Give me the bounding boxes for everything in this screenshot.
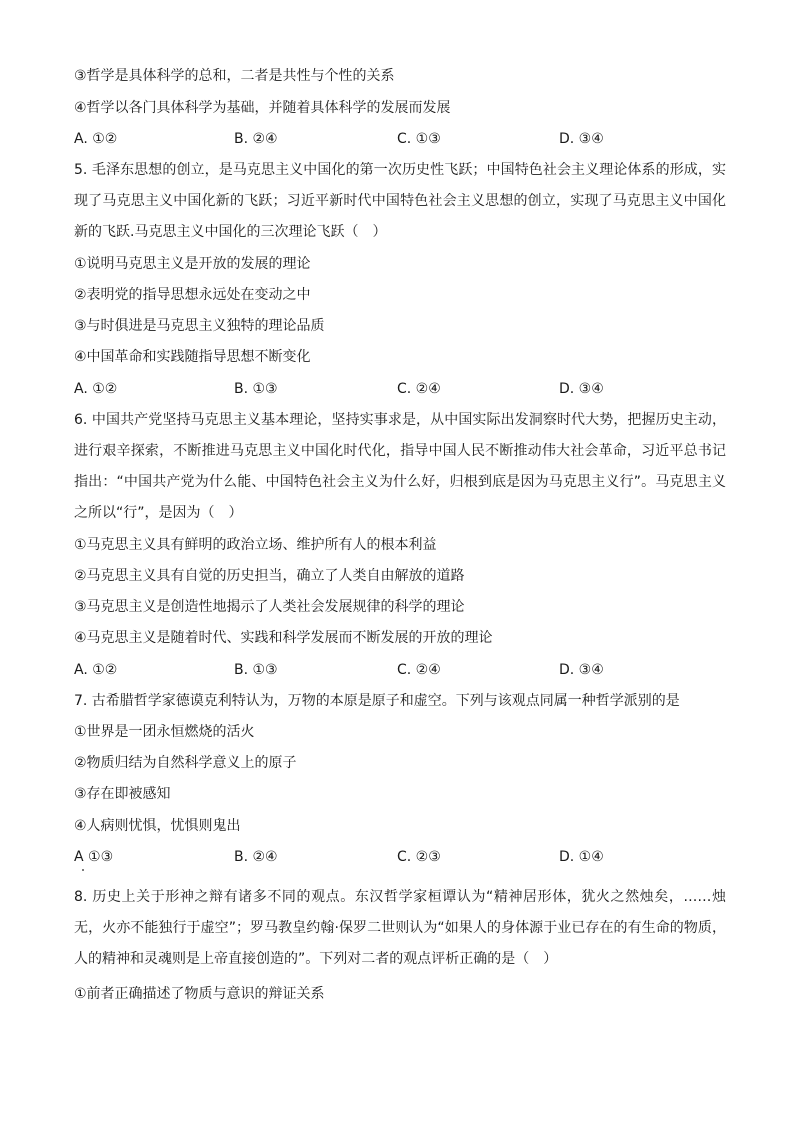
question-5-item-2: ②表明党的指导思想永远处在变动之中: [74, 287, 311, 303]
question-6-item-2: ②马克思主义具有自觉的历史担当，确立了人类自由解放的道路: [74, 568, 465, 584]
question-6-item-1: ①马克思主义具有鲜明的政治立场、维护所有人的根本利益: [74, 537, 437, 553]
question-6-stem: 6. 中国共产党坚持马克思主义基本理论，坚持实事求是，从中国实际出发洞察时代大势，把握历史主动，进行艰辛探索，不断推进马克思主义中国化时代化，指导中国人民不断推动伟大社会革命，习近平总书记指出：“中国共产党为什么能、中国特色社会主义为什么好，归根到底是因为马克思主义行”。马克思主义之所以“行”，是因为（ ）: [74, 412, 726, 521]
question-7-item-2: ②物质归结为自然科学意义上的原子: [74, 755, 297, 771]
answer-option-a[interactable]: A. ①②: [74, 131, 118, 147]
question-7-item-3: ③存在即被感知: [74, 786, 171, 802]
question-8-stem: 8. 历史上关于形神之辩有诸多不同的观点。东汉哲学家桓谭认为“精神居形体，犹火之然烛矣，……烛无，火亦不能独行于虚空”；罗马教皇约翰·保罗二世则认为“如果人的身体源于业已存在的有生命的物质，人的精神和灵魂则是上帝直接创造的”。下列对二者的观点评析正确的是（ ）: [74, 889, 726, 967]
answer-option-c[interactable]: C. ②④: [397, 381, 441, 397]
answer-option-c[interactable]: C. ①③: [397, 131, 441, 147]
option-item-4: ④哲学以各门具体科学为基础，并随着具体科学的发展而发展: [74, 100, 451, 116]
question-7-item-1: ①世界是一团永恒燃烧的活火: [74, 724, 255, 740]
answer-option-c[interactable]: C. ②④: [397, 662, 441, 678]
question-6-item-4: ④马克思主义是随着时代、实践和科学发展而不断发展的开放的理论: [74, 630, 493, 646]
stray-mark: [82, 869, 84, 871]
answer-option-a[interactable]: A. ①②: [74, 662, 118, 678]
answer-option-b[interactable]: B. ②④: [234, 849, 278, 865]
answer-option-d[interactable]: D. ③④: [559, 662, 604, 678]
question-6-item-3: ③马克思主义是创造性地揭示了人类社会发展规律的科学的理论: [74, 599, 465, 615]
option-item-3: ③哲学是具体科学的总和，二者是共性与个性的关系: [74, 68, 395, 84]
answer-options: [74, 130, 714, 148]
question-7-stem: 7. 古希腊哲学家德谟克利特认为，万物的本原是原子和虚空。下列与该观点同属一种哲学派别的是: [74, 693, 680, 709]
answer-option-a[interactable]: A. ①②: [74, 381, 118, 397]
answer-option-a[interactable]: A ①③: [74, 849, 114, 865]
question-5-stem: 5. 毛泽东思想的创立，是马克思主义中国化的第一次历史性飞跃；中国特色社会主义理论体系的形成，实现了马克思主义中国化新的飞跃；习近平新时代中国特色社会主义思想的创立，实现了马克思主义中国化新的飞跃.马克思主义中国化的三次理论飞跃（ ）: [74, 162, 726, 240]
answer-option-b[interactable]: B. ①③: [234, 381, 278, 397]
answer-option-d[interactable]: D. ③④: [559, 381, 604, 397]
question-5-item-1: ①说明马克思主义是开放的发展的理论: [74, 256, 311, 272]
answer-option-b[interactable]: B. ①③: [234, 662, 278, 678]
question-5-item-4: ④中国革命和实践随指导思想不断变化: [74, 349, 311, 365]
answer-option-d[interactable]: D. ①④: [559, 849, 604, 865]
question-7-item-4: ④人病则忧惧，忧惧则鬼出: [74, 818, 241, 834]
question-5-item-3: ③与时俱进是马克思主义独特的理论品质: [74, 318, 325, 334]
question-6-options: [74, 661, 714, 679]
answer-option-c[interactable]: C. ②③: [397, 849, 441, 865]
answer-option-b[interactable]: B. ②④: [234, 131, 278, 147]
question-7-options: [74, 848, 714, 866]
question-5-options: [74, 380, 714, 398]
answer-option-d[interactable]: D. ③④: [559, 131, 604, 147]
question-8-item-1: ①前者正确描述了物质与意识的辩证关系: [74, 986, 325, 1002]
